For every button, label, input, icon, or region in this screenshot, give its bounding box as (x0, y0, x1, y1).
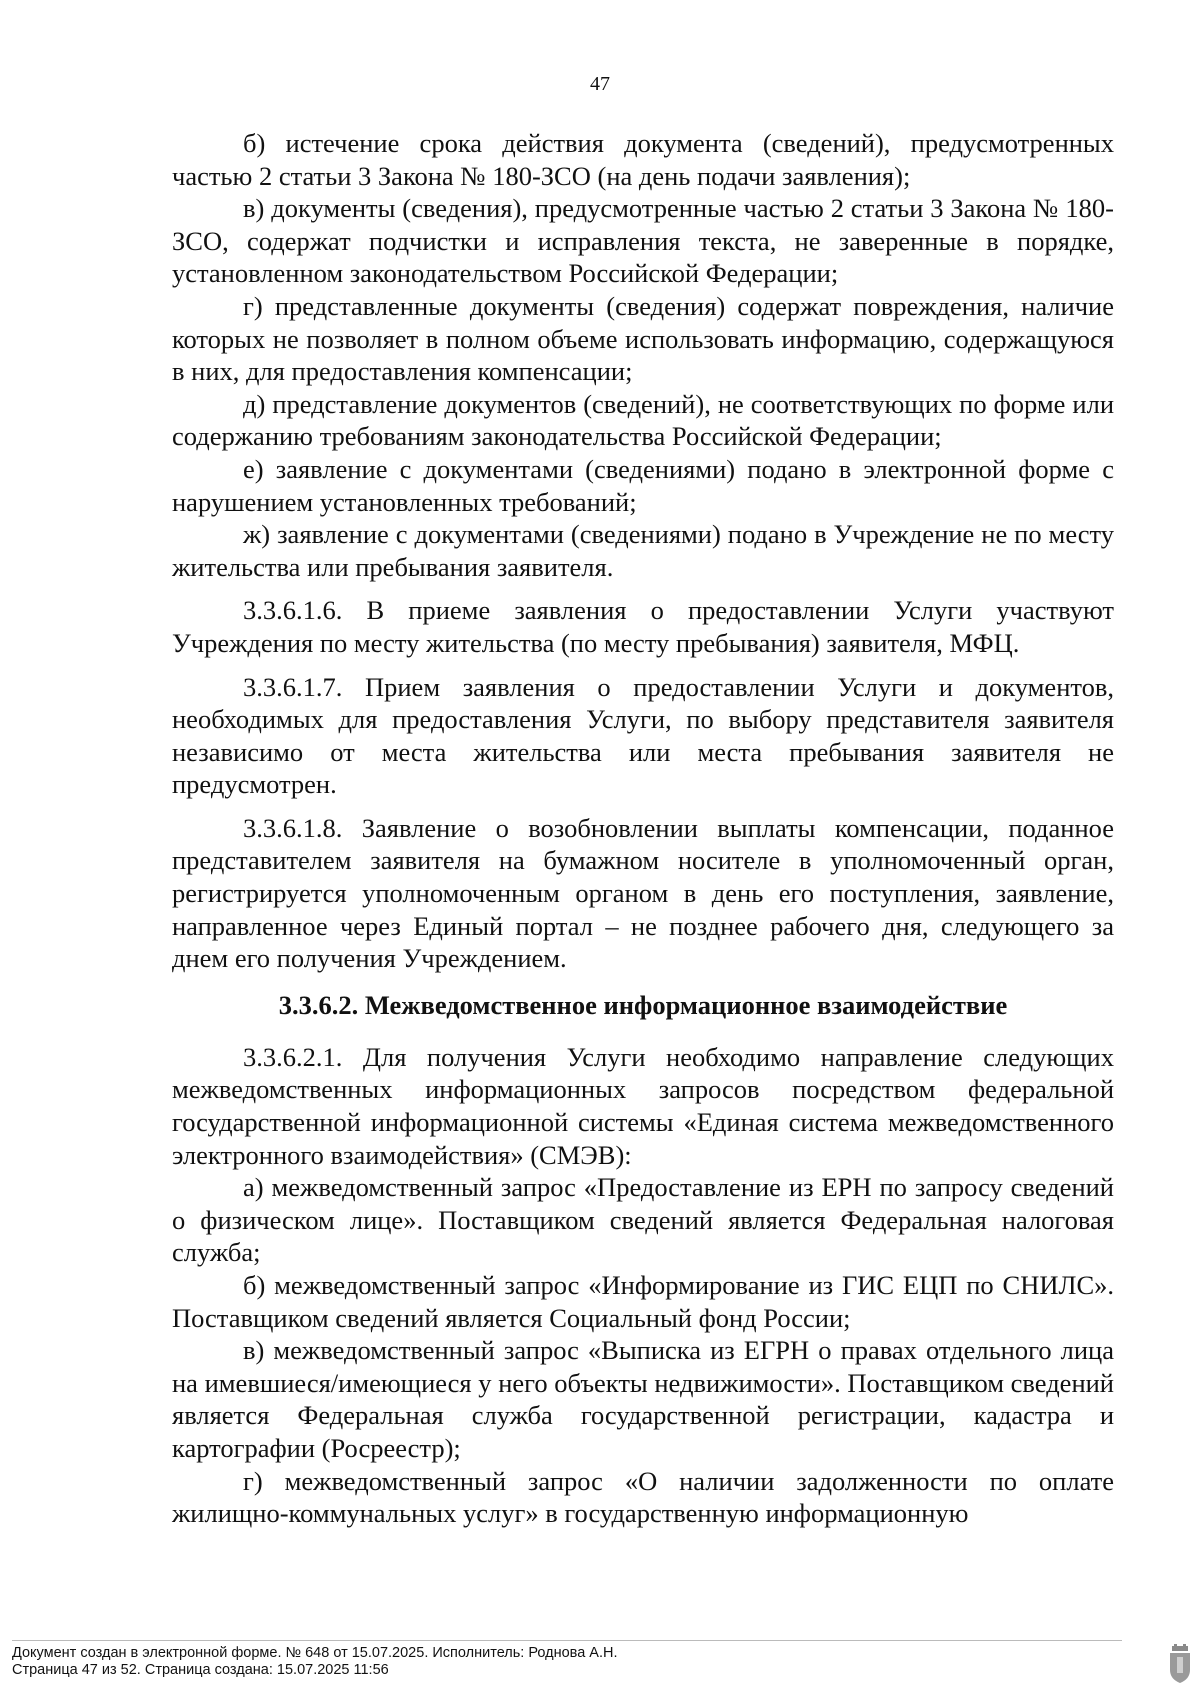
footer-line-2: Страница 47 из 52. Страница создана: 15.07.2025 11:56 (12, 1662, 389, 1678)
list-item-b: б) истечение срока действия документа (сведений), предусмотренных частью 2 статьи 3 Закона № 180-ЗСО (на день подачи заявления); (172, 128, 1114, 191)
list-item-e: е) заявление с документами (сведениями) подано в электронной форме с нарушением установленных требований; (172, 453, 1114, 517)
footer-divider (12, 1640, 1122, 1641)
list-item-g: г) представленные документы (сведения) содержат повреждения, наличие которых не позволяет в полном объеме использовать информацию, содержащуюся в них, для предоставления компенсации; (172, 290, 1114, 387)
request-item-a: а) межведомственный запрос «Предоставление из ЕРН по запросу сведений о физическом лице». Поставщиком сведений является Федеральная налоговая служба; (172, 1172, 1114, 1268)
request-item-g: г) межведомственный запрос «О наличии задолженности по оплате жилищно-коммунальных услуг» в государственную информационную (172, 1465, 1114, 1529)
clause-3-3-6-1-8: 3.3.6.1.8. Заявление о возобновлении выплаты компенсации, поданное представителем заявителя на бумажном носителе в уполномоченный орган, регистрируется уполномоченным органом в день его поступления, заявление, направленное через Единый портал – не позднее рабочего дня, следующего за днем его получения Учреждением. (172, 812, 1114, 974)
section-heading: 3.3.6.2. Межведомственное информационное взаимодействие (278, 989, 1008, 1020)
request-item-v: в) межведомственный запрос «Выписка из ЕГРН о правах отдельного лица на имевшиеся/имеющиеся у него объекты недвижимости». Поставщиком сведений является Федеральная служба государственной регистрации, кадастра и картографии (Росреестр); (172, 1335, 1114, 1463)
document-body (172, 127, 1114, 1530)
page-number: 47 (590, 73, 610, 95)
list-item-d: д) представление документов (сведений), не соответствующих по форме или содержанию требованиям законодательства Российской Федерации; (172, 388, 1114, 452)
request-item-b: б) межведомственный запрос «Информирование из ГИС ЕЦП по СНИЛС». Поставщиком сведений является Социальный фонд России; (172, 1270, 1114, 1333)
coat-of-arms-icon (1168, 1644, 1192, 1684)
clause-3-3-6-1-7: 3.3.6.1.7. Прием заявления о предоставлении Услуги и документов, необходимых для предоставления Услуги, по выбору представителя заявителя независимо от места жительства или места пребывания заявителя не предусмотрен. (172, 671, 1114, 800)
clause-3-3-6-1-6: 3.3.6.1.6. В приеме заявления о предоставлении Услуги участвуют Учреждения по месту жительства (по месту пребывания) заявителя, МФЦ. (172, 595, 1114, 658)
document-footer (12, 1645, 618, 1679)
footer-line-1: Документ создан в электронной форме. № 648 от 15.07.2025. Исполнитель: Роднова А.Н. (12, 1645, 618, 1661)
list-item-zh: ж) заявление с документами (сведениями) подано в Учреждение не по месту жительства или пребывания заявителя. (172, 519, 1114, 582)
clause-3-3-6-2-1: 3.3.6.2.1. Для получения Услуги необходимо направление следующих межведомственных информационных запросов посредством федеральной государственной информационной системы «Единая система межведомственного электронного взаимодействия» (СМЭВ): (172, 1041, 1114, 1170)
list-item-v: в) документы (сведения), предусмотренные частью 2 статьи 3 Закона № 180-ЗСО, содержат подчистки и исправления текста, не заверенные в порядке, установленном законодательством Российской Федерации; (172, 193, 1114, 289)
